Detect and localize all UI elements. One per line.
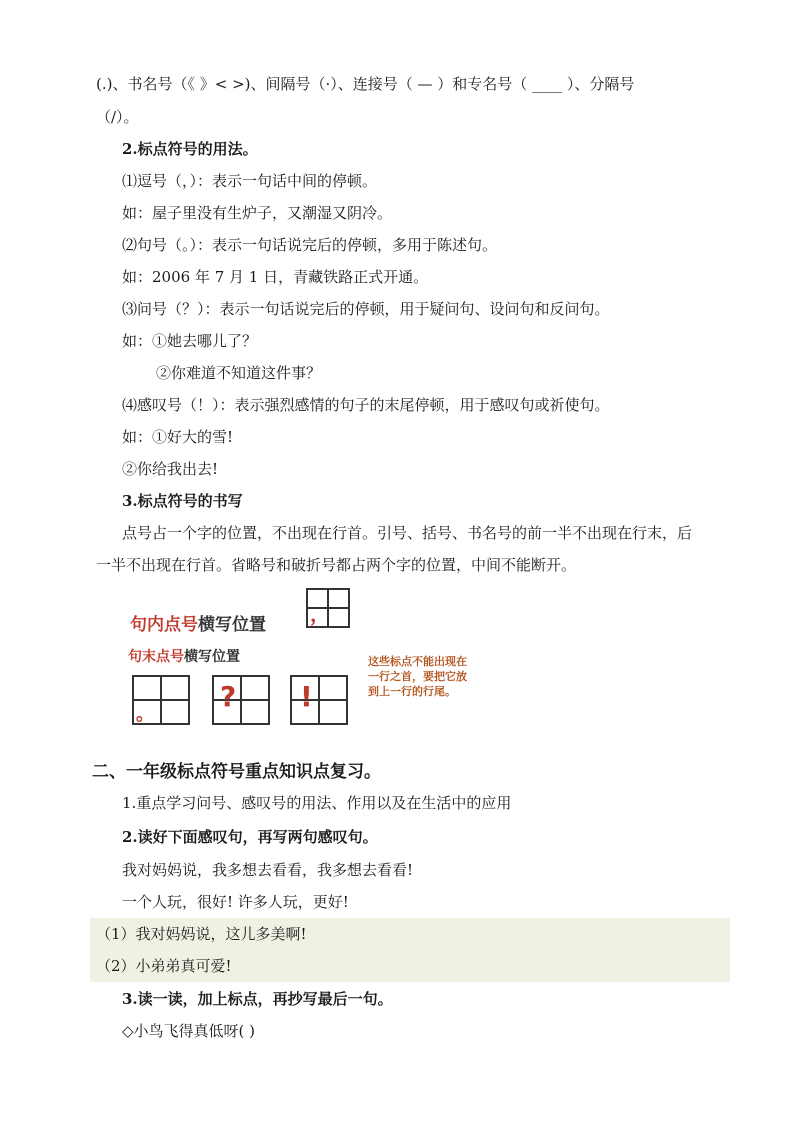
text-line: ②你给我出去! bbox=[122, 460, 219, 478]
text-line: ◇小鸟飞得真低呀( ) bbox=[122, 1022, 256, 1040]
text-line: 如：2006 年 7 月 1 日，青藏铁路正式开通。 bbox=[122, 268, 429, 286]
text-line: ⑷感叹号（！）：表示强烈感情的句子的末尾停顿，用于感叹句或祈使句。 bbox=[122, 396, 610, 414]
answer-line: （1）我对妈妈说，这儿多美啊! bbox=[96, 925, 307, 943]
text-line: ⑶问号（？）：表示一句话说完后的停顿，用于疑问句、设问句和反问句。 bbox=[122, 300, 610, 318]
answer-line: （2）小弟弟真可爱! bbox=[96, 957, 232, 975]
section-heading: 3.读一读，加上标点，再抄写最后一句。 bbox=[122, 990, 393, 1008]
text-line: （/）。 bbox=[96, 108, 139, 126]
text-line: 如：屋子里没有生炉子，又潮湿又阴冷。 bbox=[122, 204, 393, 222]
text-line: 我对妈妈说，我多想去看看，我多想去看看! bbox=[122, 861, 414, 879]
text-line: 一半不出现在行首。省略号和破折号都占两个字的位置，中间不能断开。 bbox=[96, 556, 577, 574]
figure-label-end: 句末点号横写位置 bbox=[128, 649, 240, 665]
figure-note: 这些标点不能出现在一行之首，要把它放到上一行的行尾。 bbox=[368, 655, 467, 698]
text-line: ⑴逗号（，）：表示一句话中间的停顿。 bbox=[122, 172, 378, 190]
text-line: ②你难道不知道这件事？ bbox=[156, 364, 322, 382]
figure-label-inline: 句内点号横写位置 bbox=[130, 615, 266, 635]
grid-box bbox=[290, 675, 348, 725]
text-line: 点号占一个字的位置，不出现在行首。引号、括号、书名号的前一半不出现在行末，后 bbox=[122, 524, 693, 542]
text-line: 如：①她去哪儿了？ bbox=[122, 332, 258, 350]
period-mark: 。 bbox=[136, 704, 154, 725]
text-line: 一个人玩，很好! 许多人玩，更好! bbox=[122, 893, 349, 911]
text-line: 1.重点学习问号、感叹号的用法、作用以及在生活中的应用 bbox=[122, 794, 512, 812]
comma-mark: ， bbox=[310, 602, 330, 626]
section-heading: 2.读好下面感叹句，再写两句感叹句。 bbox=[122, 828, 378, 846]
question-mark: ? bbox=[220, 680, 237, 713]
punctuation-placement-figure bbox=[120, 588, 475, 738]
text-line: ⑵句号（。）：表示一句话说完后的停顿，多用于陈述句。 bbox=[122, 236, 498, 254]
section-heading: 3.标点符号的书写 bbox=[122, 492, 243, 510]
text-line: (.)、书名号（《 》< >)、间隔号（·）、连接号（ — ）和专名号（ ____ ）、分隔号 bbox=[96, 75, 635, 93]
text-line: 如：①好大的雪! bbox=[122, 428, 234, 446]
section-heading: 2.标点符号的用法。 bbox=[122, 140, 258, 158]
section-title: 二、一年级标点符号重点知识点复习。 bbox=[92, 762, 381, 782]
exclamation-mark: ! bbox=[300, 680, 313, 713]
